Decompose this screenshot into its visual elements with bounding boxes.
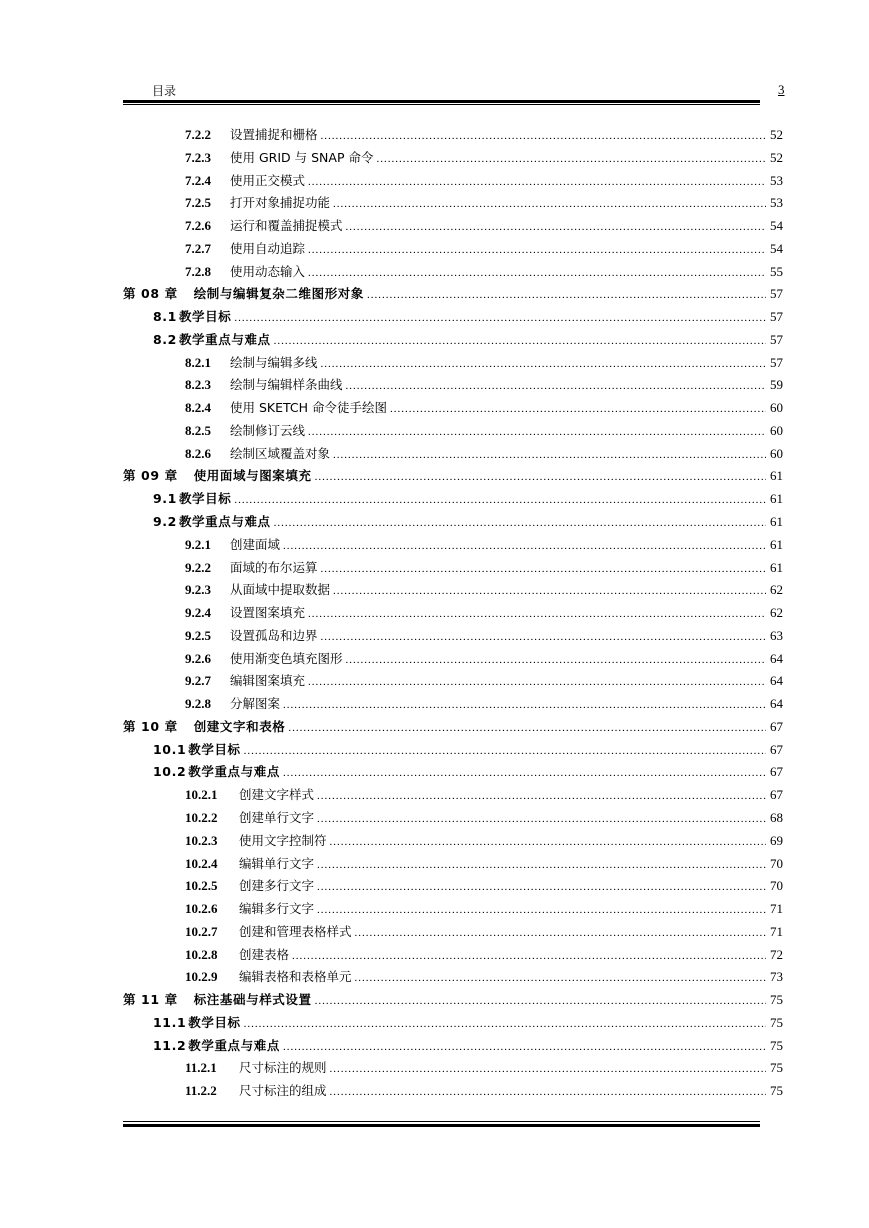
- toc-entry-title: 使用自动追踪: [230, 240, 306, 256]
- toc-leader-dots: [317, 784, 766, 808]
- toc-entry-sub[interactable]: [123, 966, 783, 989]
- toc-entry-number: 8.2.3: [185, 377, 211, 393]
- toc-entry-sub[interactable]: [123, 693, 783, 716]
- toc-entry-sub[interactable]: [123, 534, 783, 557]
- toc-entry-sub[interactable]: [123, 1057, 783, 1080]
- toc-entry-number: 10.2.8: [185, 946, 218, 962]
- toc-leader-dots: [321, 124, 766, 148]
- toc-entry-page: 60: [770, 422, 783, 438]
- toc-entry-sub[interactable]: [123, 670, 783, 693]
- toc-leader-dots: [308, 420, 766, 444]
- toc-entry-title: 分解图案: [230, 696, 281, 712]
- toc-entry-number: 9.2: [153, 514, 177, 530]
- toc-entry-number: 9.2.1: [185, 536, 211, 552]
- toc-leader-dots: [308, 670, 766, 694]
- toc-entry-page: 53: [770, 195, 783, 211]
- toc-entry-page: 60: [770, 400, 783, 416]
- toc-entry-title: 绘制与编辑多线: [230, 354, 318, 370]
- toc-leader-dots: [346, 215, 766, 239]
- toc-entry-number: 9.1: [153, 491, 177, 507]
- toc-entry-sub[interactable]: [123, 807, 783, 830]
- toc-entry-number: 第 10 章: [123, 718, 178, 734]
- toc-entry-number: 第 09 章: [123, 468, 178, 484]
- toc-entry-title: 创建单行文字: [239, 809, 315, 825]
- toc-entry-title: 设置图案填充: [230, 605, 306, 621]
- toc-entry-section[interactable]: [123, 329, 783, 352]
- toc-entry-number: 8.2: [153, 331, 177, 347]
- toc-entry-title: 使用 SKETCH 命令徒手绘图: [230, 400, 388, 416]
- toc-entry-page: 70: [770, 878, 783, 894]
- toc-entry-title: 使用正交模式: [230, 172, 306, 188]
- toc-leader-dots: [390, 397, 766, 421]
- toc-entry-page: 54: [770, 218, 783, 234]
- toc-entry-sub[interactable]: [123, 557, 783, 580]
- toc-entry-page: 60: [770, 445, 783, 461]
- toc-leader-dots: [244, 739, 766, 763]
- toc-entry-title: 绘制与编辑样条曲线: [230, 377, 343, 393]
- toc-entry-page: 72: [770, 946, 783, 962]
- toc-entry-title: 绘制区域覆盖对象: [230, 445, 331, 461]
- toc-entry-page: 62: [770, 605, 783, 621]
- toc-entry-sub[interactable]: [123, 944, 783, 967]
- toc-entry-number: 10.2.6: [185, 901, 218, 917]
- toc-leader-dots: [283, 761, 766, 785]
- toc-entry-sub[interactable]: [123, 192, 783, 215]
- toc-leader-dots: [321, 625, 766, 649]
- toc-leader-dots: [317, 853, 766, 877]
- toc-entry-number: 7.2.5: [185, 195, 211, 211]
- toc-entry-page: 68: [770, 809, 783, 825]
- toc-entry-page: 57: [770, 354, 783, 370]
- toc-entry-chapter[interactable]: [123, 465, 783, 488]
- toc-leader-dots: [355, 921, 766, 945]
- toc-entry-number: 8.2.1: [185, 354, 211, 370]
- toc-entry-page: 61: [770, 491, 783, 507]
- toc-entry-number: 8.1: [153, 309, 177, 325]
- toc-entry-number: 9.2.2: [185, 559, 211, 575]
- toc-entry-number: 9.2.4: [185, 605, 211, 621]
- toc-entry-title: 创建和管理表格样式: [239, 923, 352, 939]
- toc-entry-title: 从面域中提取数据: [230, 582, 331, 598]
- toc-entry-title: 创建多行文字: [239, 878, 315, 894]
- table-of-contents: [123, 124, 783, 1103]
- toc-leader-dots: [333, 579, 766, 603]
- toc-entry-page: 61: [770, 536, 783, 552]
- toc-entry-page: 62: [770, 582, 783, 598]
- footer-rule-thin: [123, 1121, 760, 1122]
- toc-leader-dots: [315, 465, 766, 489]
- header-title: 目录: [152, 84, 177, 98]
- toc-entry-title: 运行和覆盖捕捉模式: [230, 218, 343, 234]
- toc-entry-number: 7.2.3: [185, 149, 211, 165]
- toc-entry-number: 10.2.1: [185, 787, 218, 803]
- toc-entry-number: 7.2.2: [185, 127, 211, 142]
- toc-entry-number: 9.2.5: [185, 627, 211, 643]
- toc-entry-sub[interactable]: [123, 921, 783, 944]
- toc-leader-dots: [274, 329, 766, 353]
- toc-entry-title: 教学重点与难点: [178, 514, 271, 530]
- toc-entry-title: 使用渐变色填充图形: [230, 650, 343, 666]
- toc-entry-title: 创建文字样式: [239, 787, 315, 803]
- toc-entry-number: 11.2.1: [185, 1060, 217, 1076]
- toc-entry-number: 10.2.7: [185, 923, 218, 939]
- toc-entry-page: 61: [770, 559, 783, 575]
- toc-entry-number: 10.1: [153, 741, 187, 757]
- toc-entry-title: 教学目标: [178, 491, 232, 507]
- toc-entry-page: 67: [770, 741, 783, 757]
- toc-entry-page: 75: [770, 1037, 783, 1053]
- toc-entry-page: 67: [770, 764, 783, 780]
- toc-entry-title: 教学目标: [178, 309, 232, 325]
- toc-entry-page: 75: [770, 1014, 783, 1030]
- toc-leader-dots: [315, 989, 766, 1013]
- toc-leader-dots: [317, 875, 766, 899]
- toc-leader-dots: [376, 147, 766, 171]
- toc-entry-section[interactable]: [123, 306, 783, 329]
- toc-entry-number: 9.2.3: [185, 582, 211, 598]
- toc-entry-number: 第 11 章: [123, 992, 178, 1008]
- header-rule-thick: [123, 100, 760, 103]
- toc-entry-title: 使用动态输入: [230, 263, 306, 279]
- toc-entry-sub[interactable]: [123, 238, 783, 261]
- toc-entry-sub[interactable]: [123, 579, 783, 602]
- toc-entry-sub[interactable]: [123, 124, 783, 147]
- toc-entry-number: 8.2.5: [185, 422, 211, 438]
- toc-entry-number: 11.1: [153, 1014, 187, 1030]
- toc-leader-dots: [283, 1035, 766, 1059]
- toc-entry-section[interactable]: [123, 511, 783, 534]
- header-page-number: 3: [778, 82, 785, 97]
- toc-entry-number: 9.2.6: [185, 650, 211, 666]
- toc-entry-page: 70: [770, 855, 783, 871]
- toc-entry-title: 编辑表格和表格单元: [239, 969, 352, 985]
- toc-entry-title: 使用文字控制符: [239, 832, 327, 848]
- toc-entry-title: 尺寸标注的规则: [239, 1060, 327, 1076]
- toc-entry-sub[interactable]: [123, 147, 783, 170]
- toc-entry-page: 55: [770, 263, 783, 279]
- toc-entry-number: 10.2.4: [185, 855, 218, 871]
- toc-entry-sub[interactable]: [123, 898, 783, 921]
- toc-entry-number: 9.2.8: [185, 696, 211, 712]
- header-rule-thin: [123, 104, 760, 105]
- toc-leader-dots: [292, 944, 766, 968]
- toc-entry-page: 75: [770, 992, 783, 1008]
- toc-entry-title: 创建文字和表格: [193, 718, 286, 734]
- toc-entry-page: 53: [770, 172, 783, 188]
- toc-entry-chapter[interactable]: [123, 283, 783, 306]
- toc-entry-sub[interactable]: [123, 443, 783, 466]
- toc-entry-sub[interactable]: [123, 853, 783, 876]
- toc-entry-title: 设置孤岛和边界: [230, 627, 318, 643]
- toc-entry-number: 第 08 章: [123, 286, 178, 302]
- toc-leader-dots: [308, 602, 766, 626]
- toc-entry-title: 教学重点与难点: [178, 331, 271, 347]
- toc-entry-section[interactable]: [123, 1035, 783, 1058]
- toc-leader-dots: [330, 830, 766, 854]
- toc-entry-sub[interactable]: [123, 602, 783, 625]
- toc-entry-section[interactable]: [123, 761, 783, 784]
- toc-entry-page: 75: [770, 1083, 783, 1099]
- toc-leader-dots: [283, 534, 766, 558]
- toc-entry-number: 10.2.9: [185, 969, 218, 985]
- toc-entry-number: 7.2.7: [185, 240, 211, 256]
- toc-entry-title: 教学目标: [188, 741, 241, 757]
- toc-entry-section[interactable]: [123, 739, 783, 762]
- toc-entry-sub[interactable]: [123, 420, 783, 443]
- toc-entry-sub[interactable]: [123, 784, 783, 807]
- toc-leader-dots: [346, 374, 766, 398]
- toc-leader-dots: [346, 648, 766, 672]
- toc-leader-dots: [234, 488, 766, 512]
- toc-entry-sub[interactable]: [123, 397, 783, 420]
- toc-entry-title: 编辑图案填充: [230, 673, 306, 689]
- toc-leader-dots: [234, 306, 766, 330]
- toc-entry-chapter[interactable]: [123, 989, 783, 1012]
- toc-leader-dots: [330, 1080, 766, 1104]
- toc-entry-title: 绘制与编辑复杂二维图形对象: [193, 286, 365, 302]
- toc-entry-page: 73: [770, 969, 783, 985]
- toc-entry-page: 75: [770, 1060, 783, 1076]
- toc-leader-dots: [274, 511, 766, 535]
- toc-entry-number: 10.2.5: [185, 878, 218, 894]
- toc-entry-title: 尺寸标注的组成: [239, 1083, 327, 1099]
- toc-entry-title: 教学目标: [188, 1014, 241, 1030]
- toc-leader-dots: [308, 261, 766, 285]
- toc-leader-dots: [244, 1012, 766, 1036]
- toc-entry-number: 8.2.4: [185, 400, 211, 416]
- toc-entry-page: 63: [770, 627, 783, 643]
- toc-entry-page: 71: [770, 901, 783, 917]
- toc-leader-dots: [308, 238, 766, 262]
- toc-entry-sub[interactable]: [123, 170, 783, 193]
- toc-entry-title: 绘制修订云线: [230, 422, 306, 438]
- toc-leader-dots: [317, 898, 766, 922]
- toc-entry-page: 64: [770, 673, 783, 689]
- toc-entry-sub[interactable]: [123, 1080, 783, 1103]
- toc-leader-dots: [333, 192, 766, 216]
- toc-entry-number: 9.2.7: [185, 673, 211, 689]
- toc-entry-sub[interactable]: [123, 374, 783, 397]
- toc-entry-page: 69: [770, 832, 783, 848]
- toc-entry-page: 67: [770, 718, 783, 734]
- toc-entry-title: 设置捕捉和栅格: [230, 127, 318, 142]
- toc-leader-dots: [288, 716, 766, 740]
- toc-leader-dots: [367, 283, 766, 307]
- toc-entry-title: 使用 GRID 与 SNAP 命令: [230, 149, 374, 165]
- toc-entry-title: 编辑多行文字: [239, 901, 315, 917]
- toc-entry-title: 标注基础与样式设置: [193, 992, 312, 1008]
- toc-entry-chapter[interactable]: [123, 716, 783, 739]
- toc-entry-section[interactable]: [123, 488, 783, 511]
- toc-leader-dots: [283, 693, 766, 717]
- toc-entry-page: 57: [770, 331, 783, 347]
- toc-leader-dots: [321, 352, 766, 376]
- toc-entry-title: 打开对象捕捉功能: [230, 195, 331, 211]
- toc-entry-page: 64: [770, 650, 783, 666]
- toc-leader-dots: [330, 1057, 766, 1081]
- toc-entry-sub[interactable]: [123, 215, 783, 238]
- toc-entry-page: 52: [770, 127, 783, 142]
- toc-entry-page: 67: [770, 787, 783, 803]
- toc-entry-sub[interactable]: [123, 875, 783, 898]
- toc-entry-page: 59: [770, 377, 783, 393]
- toc-leader-dots: [308, 170, 766, 194]
- toc-entry-page: 57: [770, 309, 783, 325]
- toc-entry-number: 11.2.2: [185, 1083, 217, 1099]
- toc-entry-page: 61: [770, 514, 783, 530]
- toc-entry-number: 10.2: [153, 764, 187, 780]
- toc-entry-title: 教学重点与难点: [188, 764, 280, 780]
- toc-entry-title: 编辑单行文字: [239, 855, 315, 871]
- toc-entry-section[interactable]: [123, 1012, 783, 1035]
- toc-entry-sub[interactable]: [123, 261, 783, 284]
- toc-entry-page: 54: [770, 240, 783, 256]
- toc-entry-page: 64: [770, 696, 783, 712]
- toc-entry-title: 使用面域与图案填充: [193, 468, 312, 484]
- toc-entry-number: 7.2.8: [185, 263, 211, 279]
- toc-entry-page: 52: [770, 149, 783, 165]
- toc-entry-sub[interactable]: [123, 648, 783, 671]
- toc-entry-title: 教学重点与难点: [188, 1037, 280, 1053]
- toc-leader-dots: [355, 966, 766, 990]
- toc-leader-dots: [317, 807, 766, 831]
- footer-rule-thick: [123, 1124, 760, 1127]
- toc-entry-sub[interactable]: [123, 625, 783, 648]
- toc-entry-title: 创建表格: [239, 946, 290, 962]
- toc-entry-number: 10.2.3: [185, 832, 218, 848]
- toc-entry-title: 面域的布尔运算: [230, 559, 318, 575]
- toc-entry-number: 11.2: [153, 1037, 187, 1053]
- toc-entry-page: 57: [770, 286, 783, 302]
- toc-entry-page: 71: [770, 923, 783, 939]
- toc-entry-title: 创建面域: [230, 536, 281, 552]
- toc-entry-sub[interactable]: [123, 352, 783, 375]
- toc-entry-number: 7.2.6: [185, 218, 211, 234]
- toc-entry-number: 10.2.2: [185, 809, 218, 825]
- toc-entry-number: 7.2.4: [185, 172, 211, 188]
- toc-entry-page: 61: [770, 468, 783, 484]
- toc-entry-sub[interactable]: [123, 830, 783, 853]
- toc-leader-dots: [333, 443, 766, 467]
- toc-entry-number: 8.2.6: [185, 445, 211, 461]
- toc-leader-dots: [321, 557, 766, 581]
